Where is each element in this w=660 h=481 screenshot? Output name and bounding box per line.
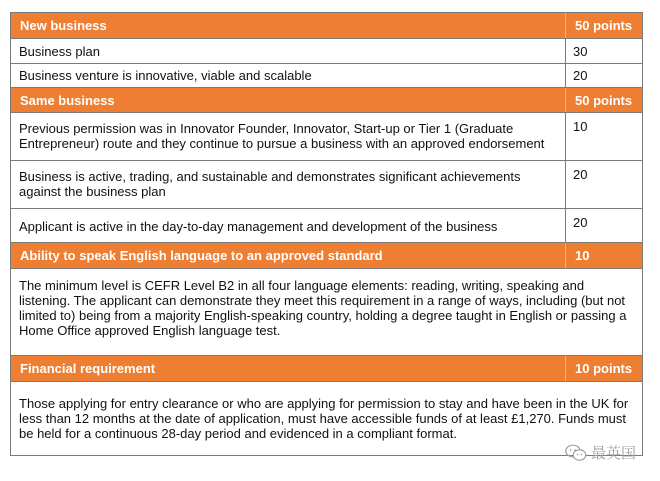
english-description: The minimum level is CEFR Level B2 in all four language elements: reading, writing, speaking and listening. The applicant can demonstrate they meet this requirement in a range of ways, including (but not limited to) being from a majority English-speaking country, holding a degree taught in English or passing a Home Office approved English language test. <box>19 278 627 338</box>
wechat-icon <box>565 444 587 462</box>
criterion-points: 20 <box>573 215 588 230</box>
section-title: Same business <box>11 88 566 112</box>
criterion-label: Business venture is innovative, viable and scalable <box>11 64 566 87</box>
section-title: New business <box>11 13 566 38</box>
watermark <box>565 442 636 463</box>
section-points: 50 points <box>575 18 633 33</box>
watermark-text: 最英国 <box>591 445 637 462</box>
new-business-header <box>11 13 642 38</box>
criterion-label: Applicant is active in the day-to-day management and development of the business <box>11 209 566 242</box>
table-row <box>11 208 642 242</box>
criterion-points: 10 <box>573 119 588 134</box>
english-header <box>11 242 642 268</box>
section-points: 10 <box>575 248 590 263</box>
same-business-header <box>11 87 642 112</box>
criterion-label: Business plan <box>11 39 566 63</box>
points-table <box>10 12 643 456</box>
table-row <box>11 38 642 63</box>
criterion-points: 20 <box>573 167 588 182</box>
section-title: Financial requirement <box>11 356 566 381</box>
english-description-row <box>11 268 642 355</box>
financial-description-row <box>11 381 642 455</box>
criterion-points: 30 <box>573 43 588 59</box>
table-row <box>11 63 642 87</box>
criterion-label: Business is active, trading, and sustainable and demonstrates significant achievements against the business plan <box>11 161 566 208</box>
financial-header <box>11 355 642 381</box>
section-points: 10 points <box>575 361 633 376</box>
financial-description: Those applying for entry clearance or who are applying for permission to stay and have been in the UK for less than 12 months at the date of application, must have accessible funds of at least £1,270. Funds must be held for a continuous 28-day period and evidenced in a compliant format. <box>19 396 629 441</box>
criterion-points: 20 <box>573 68 588 83</box>
section-points: 50 points <box>575 92 633 108</box>
table-row <box>11 160 642 208</box>
table-row <box>11 112 642 160</box>
criterion-label: Previous permission was in Innovator Founder, Innovator, Start-up or Tier 1 (Graduate Entrepreneur) route and they continue to pursue a business with an approved endorsement <box>11 113 566 160</box>
section-title: Ability to speak English language to an approved standard <box>11 243 566 268</box>
